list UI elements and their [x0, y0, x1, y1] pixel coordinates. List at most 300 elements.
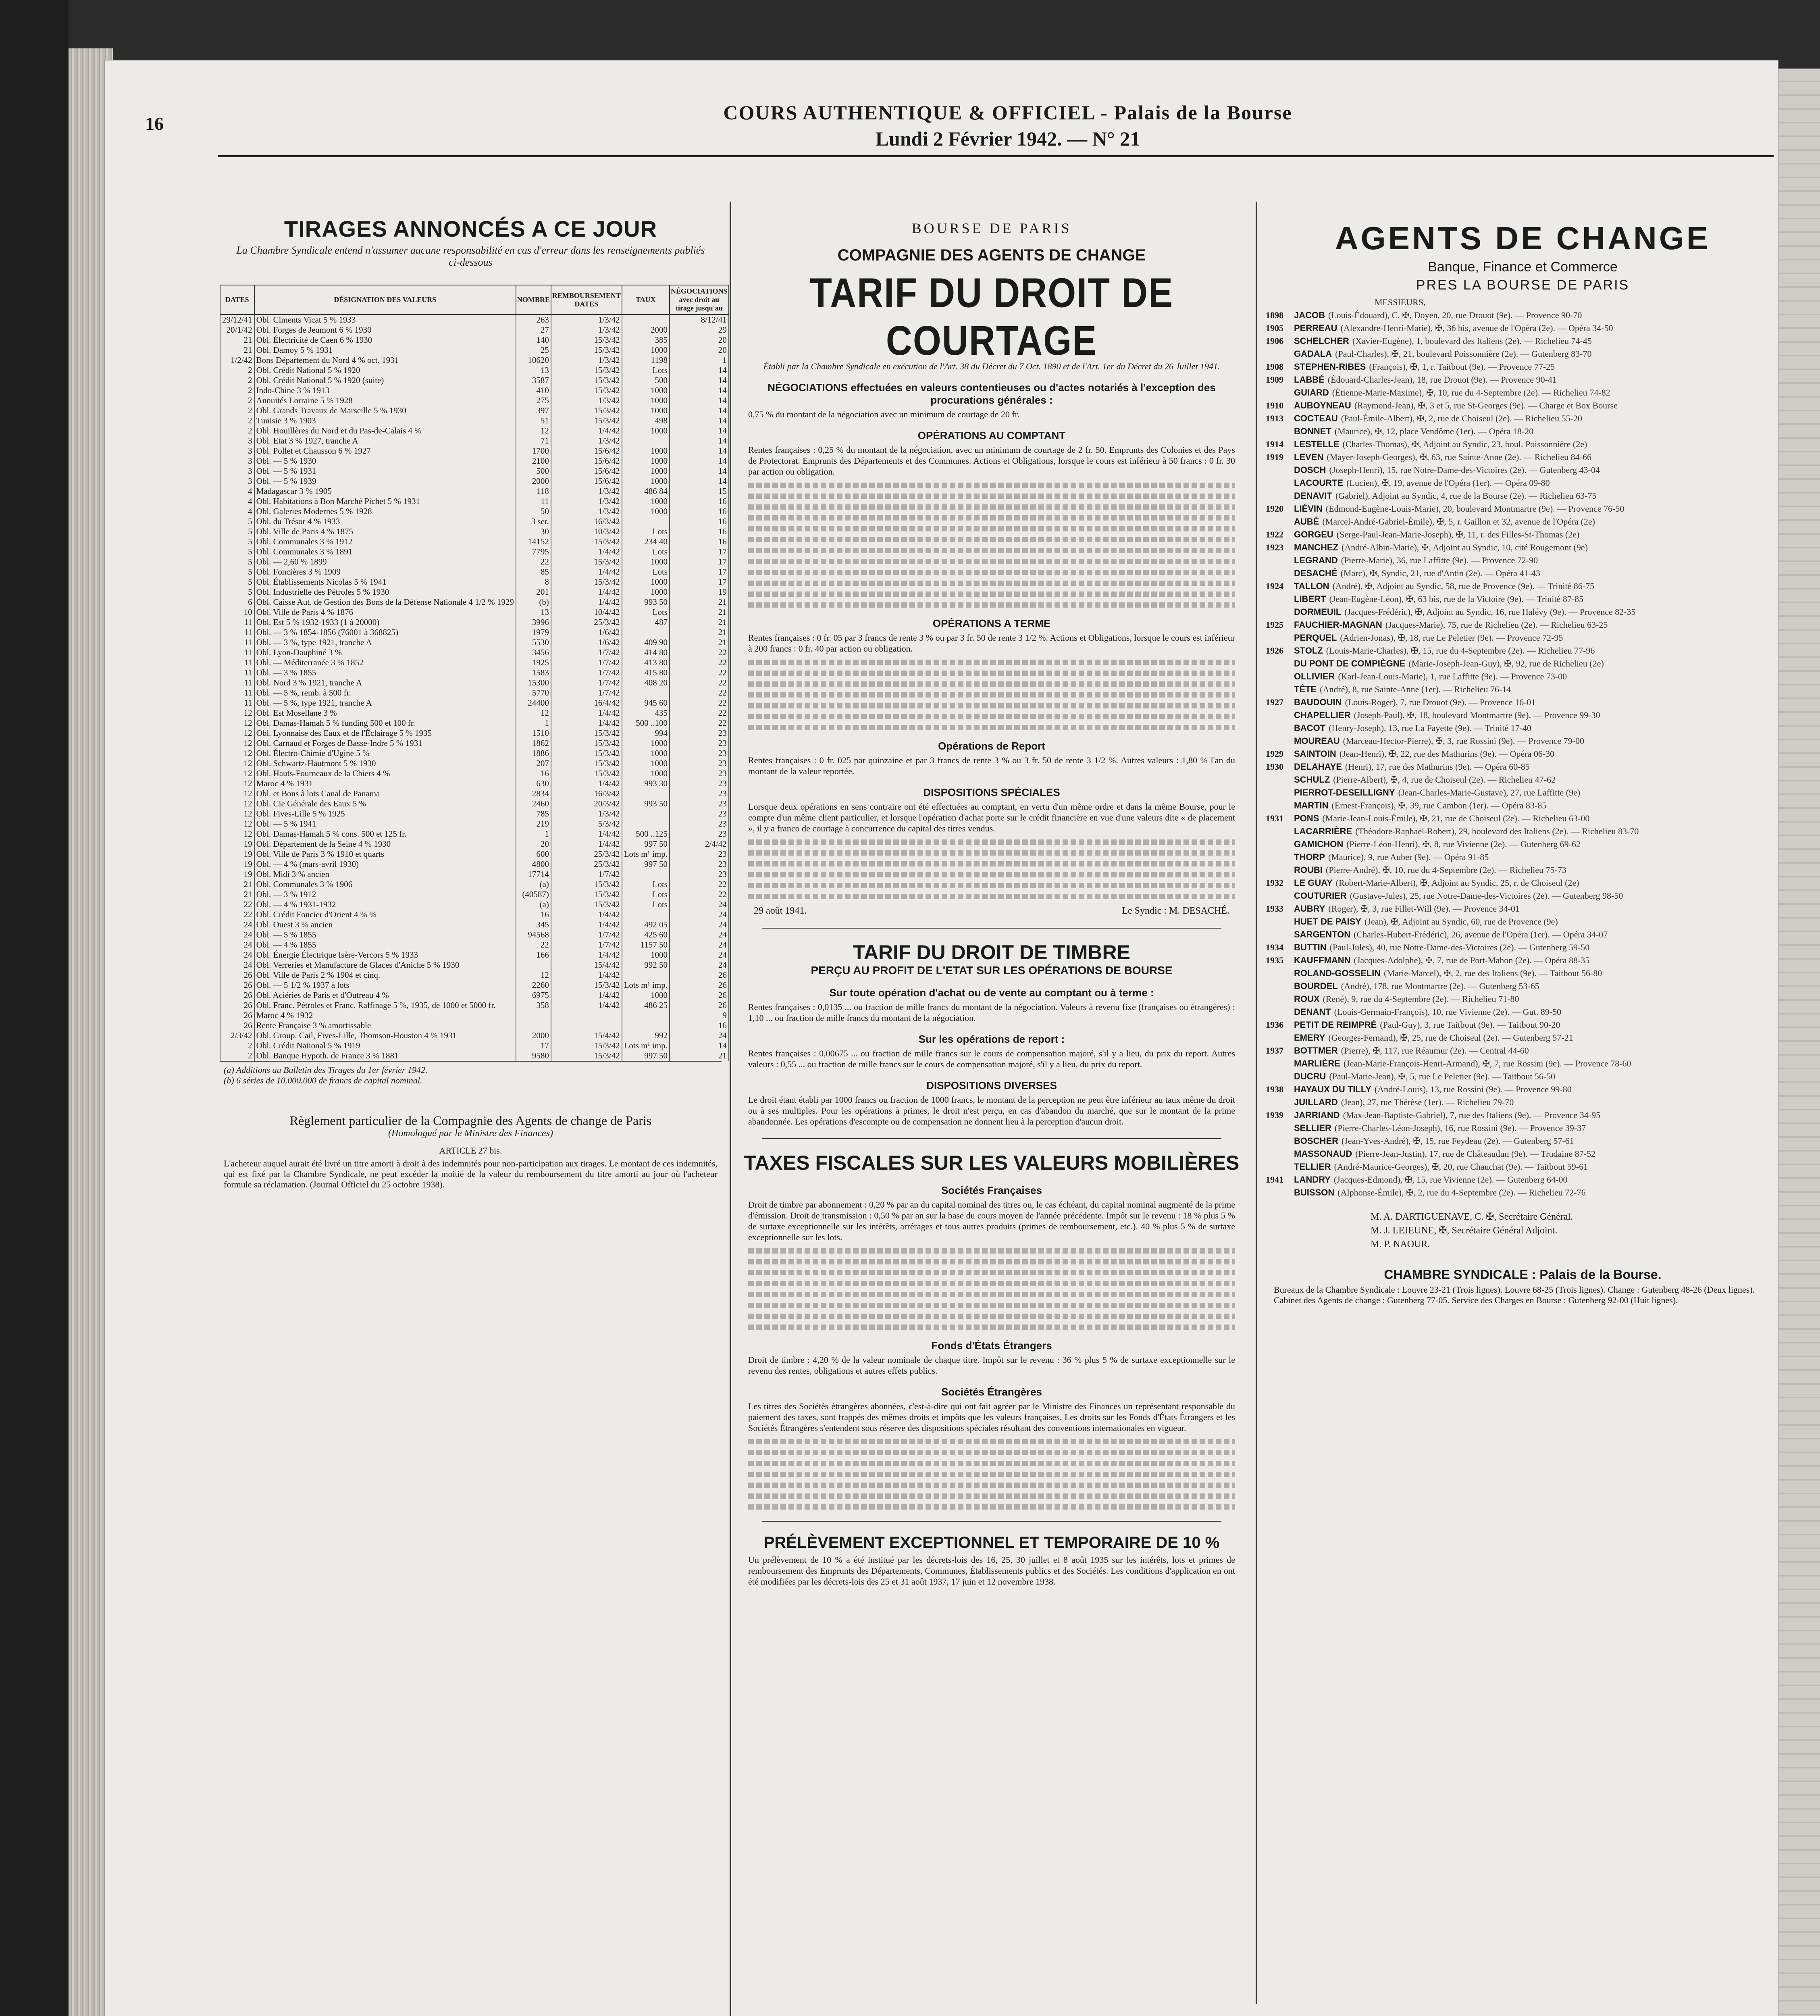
- table-cell: 4800: [516, 859, 551, 869]
- courtage-title: TARIF DU DROIT DE COURTAGE: [809, 270, 1174, 364]
- agent-entry: [1266, 323, 1780, 333]
- agent-details: (Marie-Marcel), ✠, 2, rue des Italiens (9e). — Taitbout 56-80: [1384, 968, 1602, 978]
- agent-entry: [1266, 336, 1780, 346]
- table-cell: 1/3/42: [551, 355, 622, 365]
- table-cell: 23: [670, 829, 729, 839]
- table-row: [220, 314, 729, 325]
- table-cell: 2: [220, 385, 254, 396]
- table-cell: 140: [516, 335, 551, 345]
- table-cell: Obl. Ville de Paris 4 % 1876: [254, 607, 516, 617]
- col-header: REMBOURSEMENT DATES: [551, 285, 622, 314]
- agent-body: [1294, 504, 1624, 514]
- agent-details: (Pierre-Albert), ✠, 4, rue de Choiseul (2e). — Richelieu 47-62: [1333, 775, 1556, 785]
- table-cell: 11: [220, 617, 254, 627]
- table-cell: 5/3/42: [551, 819, 622, 829]
- agent-name: SCHULZ: [1294, 775, 1330, 785]
- agent-name: TELLIER: [1294, 1162, 1331, 1172]
- table-cell: Lots m¹ imp.: [622, 1041, 670, 1051]
- table-cell: 2: [220, 426, 254, 436]
- agent-name: STEPHEN-RIBES: [1294, 362, 1366, 372]
- table-cell: 1000: [622, 426, 670, 436]
- table-cell: (40587): [516, 889, 551, 900]
- table-cell: 14: [670, 446, 729, 456]
- table-cell: 4: [220, 496, 254, 506]
- table-cell: Lots: [622, 900, 670, 910]
- agent-entry: [1266, 504, 1780, 514]
- table-cell: 14: [670, 436, 729, 446]
- table-cell: 992: [622, 1031, 670, 1041]
- masthead-date: Lundi 2 Février 1942. — N° 21: [875, 127, 1140, 150]
- agent-entry: [1266, 607, 1780, 617]
- table-cell: 1862: [516, 738, 551, 748]
- table-cell: 23: [670, 819, 729, 829]
- agent-details: (Paul-Jules), 40, rue Notre-Dame-des-Victoires (2e). — Gutenberg 59-50: [1329, 942, 1590, 952]
- table-cell: 14: [670, 375, 729, 385]
- chambre-title: CHAMBRE SYNDICALE : Palais de la Bourse.: [1384, 1267, 1662, 1282]
- table-cell: 1000: [622, 577, 670, 587]
- table-cell: Obl. Hauts-Fourneaux de la Chiers 4 %: [254, 768, 516, 779]
- table-cell: Obl. Ciments Vicat 5 % 1933: [254, 314, 516, 325]
- table-cell: 275: [516, 396, 551, 406]
- agent-name: BONNET: [1294, 426, 1331, 436]
- table-cell: 5: [220, 567, 254, 577]
- table-cell: 600: [516, 849, 551, 859]
- courtage-syndic: Le Syndic : M. DESACHÉ.: [1122, 906, 1229, 916]
- agent-entry: [1266, 839, 1780, 850]
- agent-body: [1294, 413, 1582, 424]
- agent-name: JARRIAND: [1294, 1110, 1340, 1120]
- table-cell: 20/1/42: [220, 325, 254, 335]
- table-row: [220, 768, 729, 779]
- tirages-notes: [220, 1061, 722, 1089]
- table-cell: 2: [220, 375, 254, 385]
- agent-name: BOURDEL: [1294, 981, 1338, 991]
- agent-entry: [1266, 375, 1780, 385]
- table-cell: 22: [670, 658, 729, 668]
- table-cell: 16: [670, 527, 729, 537]
- table-cell: 2: [220, 1051, 254, 1061]
- agent-entry: [1266, 968, 1780, 979]
- table-cell: 1886: [516, 748, 551, 758]
- agent-entry: [1266, 929, 1780, 940]
- col-header: DÉSIGNATION DES VALEURS: [254, 285, 516, 314]
- agent-year: 1937: [1266, 1045, 1283, 1056]
- agent-name: BUISSON: [1294, 1187, 1335, 1198]
- agent-details: (Jean-Henri), ✠, 22, rue des Mathurins (9e). — Opéra 06-30: [1339, 749, 1555, 759]
- table-cell: 2/3/42: [220, 1031, 254, 1041]
- agent-body: [1294, 1175, 1567, 1185]
- table-cell: 17: [516, 1041, 551, 1051]
- agent-entry: [1266, 529, 1780, 540]
- table-cell: Obl. Cie Générale des Eaux 5 %: [254, 799, 516, 809]
- chambre-body: Bureaux de la Chambre Syndicale : Louvre 23-21 (Trois lignes). Louvre 68-25 (Trois lignes). Change : Gutenberg 48-26 (Deux lignes). Cabinet des Agents de change : Gutenberg 77-05. Service des Charges en Bourse : Gutenberg 92-00 (Huit lignes).: [1274, 1285, 1755, 1305]
- agent-year: [1266, 684, 1294, 695]
- agent-year: 1930: [1266, 762, 1283, 772]
- table-cell: 85: [516, 567, 551, 577]
- table-cell: 994: [622, 728, 670, 738]
- agent-entry: [1266, 710, 1780, 721]
- agent-name: OLLIVIER: [1294, 671, 1335, 681]
- table-cell: Obl. Verreries et Manufacture de Glaces d'Aniche 5 % 1930: [254, 960, 516, 970]
- messieurs-label: MESSIEURS,: [1375, 297, 1426, 307]
- agent-year: 1938: [1266, 1084, 1283, 1094]
- text-lines: [748, 839, 1235, 899]
- table-row: [220, 648, 729, 658]
- agent-details: (Pierre-Léon-Henri), ✠, 8, rue Vivienne (2e). — Gutenberg 69-62: [1346, 839, 1581, 849]
- agent-name: PIERROT-DESEILLIGNY: [1294, 787, 1395, 798]
- agent-details: (André-Albin-Marie), ✠, Adjoint au Syndic, 10, cité Rougemont (9e): [1342, 542, 1588, 552]
- masthead-rule: [218, 155, 1774, 157]
- table-cell: 21: [670, 1051, 729, 1061]
- table-row: [220, 456, 729, 466]
- timbre-subtitle: PERÇU AU PROFIT DE L'ETAT SUR LES OPÉRATIONS DE BOURSE: [811, 964, 1173, 977]
- table-cell: 500 ..125: [622, 829, 670, 839]
- col-header: DATES: [220, 285, 254, 314]
- negociations-rate: 0,75 % du montant de la négociation avec un minimum de courtage de 20 fr.: [748, 409, 1020, 419]
- agent-body: [1294, 336, 1592, 346]
- table-cell: [622, 1010, 670, 1020]
- table-cell: 22: [516, 557, 551, 567]
- agent-year: [1266, 787, 1294, 798]
- table-cell: 23: [670, 869, 729, 879]
- table-cell: 15/3/42: [551, 577, 622, 587]
- agent-details: (Pierre-Marie), 36, rue Laffitte (9e). — Provence 72-90: [1341, 555, 1538, 565]
- agent-year: [1266, 1033, 1294, 1043]
- table-cell: 15/4/42: [551, 1031, 622, 1041]
- agent-name: COUTURIER: [1294, 891, 1347, 901]
- table-cell: Obl. Pollet et Chausson 6 % 1927: [254, 446, 516, 456]
- agent-entry: [1266, 1020, 1780, 1030]
- agent-entry: [1266, 723, 1780, 733]
- table-cell: 17714: [516, 869, 551, 879]
- table-cell: Obl. Industrielle des Pétroles 5 % 1930: [254, 587, 516, 597]
- table-cell: 2100: [516, 456, 551, 466]
- table-cell: 11: [220, 668, 254, 678]
- table-cell: 3: [220, 446, 254, 456]
- table-cell: 993 50: [622, 799, 670, 809]
- table-cell: 23: [670, 738, 729, 748]
- agent-year: 1913: [1266, 413, 1283, 423]
- agent-name: PERREAU: [1294, 323, 1337, 333]
- table-cell: 15/3/42: [551, 365, 622, 375]
- agent-entry: [1266, 1110, 1780, 1120]
- agent-body: [1294, 529, 1579, 540]
- table-cell: Obl. Ouest 3 % ancien: [254, 920, 516, 930]
- table-cell: 11: [220, 688, 254, 698]
- agent-entry: [1266, 362, 1780, 372]
- table-cell: 1/4/42: [551, 567, 622, 577]
- table-row: [220, 537, 729, 547]
- table-cell: 22: [670, 889, 729, 900]
- agent-entry: [1266, 568, 1780, 579]
- table-cell: 11: [516, 496, 551, 506]
- table-cell: 24: [670, 1031, 729, 1041]
- agent-entry: [1266, 865, 1780, 875]
- table-cell: 3 ser.: [516, 516, 551, 527]
- agent-year: 1908: [1266, 362, 1283, 372]
- agent-entry: [1266, 1097, 1780, 1108]
- agent-details: (Maurice), 9, rue Auber (9e). — Opéra 91-85: [1328, 852, 1489, 862]
- agent-year: 1924: [1266, 581, 1283, 591]
- agent-name: ROLAND-GOSSELIN: [1294, 968, 1381, 978]
- agent-details: (Louis-Marie-Charles), ✠, 15, rue du 4-Septembre (2e). — Richelieu 77-96: [1326, 646, 1595, 656]
- table-cell: 118: [516, 486, 551, 496]
- agent-body: [1294, 852, 1489, 862]
- table-cell: [622, 910, 670, 920]
- agent-body: [1294, 929, 1608, 940]
- table-cell: Obl. Caisse Aut. de Gestion des Bons de la Défense Nationale 4 1/2 % 1929: [254, 597, 516, 607]
- table-cell: Obl. Forges de Jeumont 6 % 1930: [254, 325, 516, 335]
- agent-body: [1294, 800, 1546, 811]
- reglement-body: L'acheteur auquel aurait été livré un titre amorti à droit à des indemnités pour non-participation aux tirages. Le montant de ces indemnités, qui est fixé par la Chambre Syndicale, ne peut excéder la moitié de la valeur du remboursement du titre amorti au jour où l'acheteur formule sa réclamation. (Journal Officiel du 25 octobre 1938).: [224, 1158, 718, 1189]
- agent-year: [1266, 981, 1294, 991]
- agent-name: LABBÉ: [1294, 375, 1325, 385]
- agent-year: [1266, 671, 1294, 682]
- table-cell: [622, 819, 670, 829]
- agent-name: PONS: [1294, 813, 1319, 823]
- table-cell: 15/3/42: [551, 980, 622, 990]
- agent-body: [1294, 762, 1530, 772]
- agent-body: [1294, 775, 1556, 785]
- table-cell: 22: [670, 688, 729, 698]
- table-cell: 14: [670, 476, 729, 486]
- agent-entry: [1266, 1175, 1780, 1185]
- agent-body: [1294, 684, 1511, 695]
- table-cell: 1979: [516, 627, 551, 637]
- table-cell: 15/6/42: [551, 446, 622, 456]
- table-cell: 11: [220, 658, 254, 668]
- table-row: [220, 486, 729, 496]
- table-cell: Obl. Banque Hypoth. de France 3 % 1881: [254, 1051, 516, 1061]
- table-cell: 15/4/42: [551, 960, 622, 970]
- agent-body: [1294, 671, 1567, 682]
- comptant-heading: OPÉRATIONS AU COMPTANT: [917, 429, 1066, 442]
- terme-heading: OPÉRATIONS A TERME: [932, 617, 1051, 629]
- table-cell: 1/3/42: [551, 486, 622, 496]
- table-cell: Obl. Houillères du Nord et du Pas-de-Calais 4 %: [254, 426, 516, 436]
- table-cell: Lots: [622, 879, 670, 889]
- separator: [762, 1521, 1221, 1522]
- table-cell: 1000: [622, 506, 670, 516]
- table-cell: 415 80: [622, 668, 670, 678]
- agent-details: (André-Maurice-Georges), ✠, 20, rue Chauchat (9e). — Taitbout 59-61: [1334, 1162, 1588, 1172]
- agent-name: AUBRY: [1294, 904, 1325, 914]
- table-cell: 12: [220, 829, 254, 839]
- table-cell: [622, 869, 670, 879]
- table-row: [220, 748, 729, 758]
- agent-body: [1294, 1020, 1560, 1030]
- agent-body: [1294, 362, 1555, 372]
- table-cell: 26: [220, 970, 254, 980]
- table-cell: 993 30: [622, 779, 670, 789]
- table-cell: 997 50: [622, 839, 670, 849]
- terme-body: Rentes françaises : 0 fr. 05 par 3 francs de rente 3 % ou par 3 fr. 50 de rente 3 1/2 %. Actions et Obligations, lorsque le cours est inférieur à 200 francs : 0 fr. 40 par action ou obligation.: [748, 633, 1235, 654]
- table-row: [220, 789, 729, 799]
- agent-entry: [1266, 852, 1780, 862]
- table-cell: Indo-Chine 3 % 1913: [254, 385, 516, 396]
- agent-entry: [1266, 878, 1780, 888]
- page-number: 16: [145, 113, 164, 134]
- table-cell: 14: [670, 1041, 729, 1051]
- table-cell: 2260: [516, 980, 551, 990]
- table-cell: Obl. — 3 % 1854-1856 (76001 à 368825): [254, 627, 516, 637]
- table-cell: 1000: [622, 950, 670, 960]
- table-cell: [622, 789, 670, 799]
- agent-name: THORP: [1294, 852, 1325, 862]
- table-cell: 25/3/42: [551, 849, 622, 859]
- table-cell: 24: [220, 930, 254, 940]
- table-cell: 15/3/42: [551, 1041, 622, 1051]
- table-cell: 21: [670, 627, 729, 637]
- agent-body: [1294, 452, 1591, 462]
- table-cell: Obl. Franc. Pétroles et Franc. Raffinage 5 %, 1935, de 1000 et 5000 fr.: [254, 1000, 516, 1010]
- official: M. P. NAOUR.: [1371, 1239, 1430, 1250]
- text-lines: [748, 660, 1235, 730]
- agent-name: LIÉVIN: [1294, 504, 1323, 514]
- agent-year: [1266, 839, 1294, 850]
- table-cell: Obl. Département de la Seine 4 % 1930: [254, 839, 516, 849]
- table-cell: Obl. Communales 3 % 1906: [254, 879, 516, 889]
- table-row: [220, 446, 729, 456]
- table-cell: 15/3/42: [551, 889, 622, 900]
- table-cell: 16: [516, 768, 551, 779]
- col-header: TAUX: [622, 285, 670, 314]
- table-cell: 1000: [622, 557, 670, 567]
- table-cell: Obl. Lyon-Dauphiné 3 %: [254, 648, 516, 658]
- agent-name: MOUREAU: [1294, 736, 1340, 746]
- table-cell: 5: [220, 516, 254, 527]
- table-cell: Obl. Énergie Électrique Isère-Vercors 5 % 1933: [254, 950, 516, 960]
- agent-year: [1266, 658, 1294, 669]
- table-cell: 1/6/42: [551, 637, 622, 648]
- table-cell: 24: [670, 910, 729, 920]
- table-cell: 3: [220, 456, 254, 466]
- table-cell: Lots: [622, 365, 670, 375]
- taxes-etr-title: Sociétés Étrangères: [941, 1386, 1042, 1398]
- table-cell: 23: [670, 789, 729, 799]
- table-cell: Obl. — 5 %, remb. à 500 fr.: [254, 688, 516, 698]
- table-cell: 19: [220, 839, 254, 849]
- agent-name: SCHELCHER: [1294, 336, 1349, 346]
- table-cell: Obl. Ville de Paris 4 % 1875: [254, 527, 516, 537]
- table-cell: 1000: [622, 345, 670, 355]
- agent-body: [1294, 916, 1558, 927]
- table-cell: 8: [516, 577, 551, 587]
- table-cell: Obl. Électro-Chimie d'Ugine 5 %: [254, 748, 516, 758]
- table-row: [220, 940, 729, 950]
- agent-year: 1898: [1266, 310, 1283, 320]
- agent-year: [1266, 491, 1294, 501]
- table-cell: 1/4/42: [551, 708, 622, 718]
- agent-details: (Pierre-Charles-Léon-Joseph), 16, rue Rossini (9e). — Provence 39-37: [1334, 1123, 1586, 1133]
- agent-name: PERQUEL: [1294, 633, 1337, 643]
- agent-body: [1294, 968, 1602, 979]
- col-header: NÉGOCIATIONS avec droit au tirage jusqu'au: [670, 285, 729, 314]
- agents-column: [1266, 204, 1780, 2016]
- table-cell: 1000: [622, 476, 670, 486]
- agent-year: [1266, 516, 1294, 527]
- table-cell: 3: [220, 466, 254, 476]
- table-cell: 23: [670, 748, 729, 758]
- table-cell: 997 50: [622, 1051, 670, 1061]
- agent-name: TÊTE: [1294, 684, 1317, 694]
- table-cell: 1/3/42: [551, 314, 622, 325]
- agent-details: (Charles-Hubert-Frédéric), 26, avenue de l'Opéra (1er). — Opéra 34-07: [1354, 929, 1608, 939]
- table-cell: 25/3/42: [551, 859, 622, 869]
- taxes-etat-title: Fonds d'États Étrangers: [931, 1339, 1052, 1352]
- table-cell: 500: [622, 375, 670, 385]
- agent-entry: [1266, 658, 1780, 669]
- agent-year: [1266, 1007, 1294, 1017]
- table-cell: Obl. — 5 1/2 % 1937 à lots: [254, 980, 516, 990]
- agent-entry: [1266, 426, 1780, 437]
- agent-body: [1294, 542, 1588, 553]
- table-cell: Obl. — 4 % (mars-avril 1930): [254, 859, 516, 869]
- agent-body: [1294, 839, 1581, 850]
- agent-body: [1294, 607, 1636, 617]
- agent-body: [1294, 387, 1610, 398]
- table-cell: 29: [670, 325, 729, 335]
- agent-details: (Gustave-Jules), 25, rue Notre-Dame-des-Victoires (2e). — Gutenberg 98-50: [1350, 891, 1623, 901]
- table-cell: 71: [516, 436, 551, 446]
- agent-entry: [1266, 1045, 1780, 1056]
- table-cell: 486 84: [622, 486, 670, 496]
- agent-year: [1266, 426, 1294, 437]
- officials: [1371, 1210, 1780, 1251]
- table-cell: 25: [516, 345, 551, 355]
- agent-year: 1932: [1266, 878, 1283, 888]
- table-cell: 94568: [516, 930, 551, 940]
- agent-year: [1266, 1162, 1294, 1172]
- agent-name: LANDRY: [1294, 1175, 1331, 1185]
- table-cell: 12: [220, 768, 254, 779]
- table-cell: 12: [516, 426, 551, 436]
- reglement-title: Règlement particulier de la Compagnie des Agents de change de Paris: [289, 1113, 652, 1128]
- agent-details: (Louis-Roger), 7, rue Drouot (9e). — Provence 16-01: [1345, 697, 1536, 707]
- column-divider: [1256, 202, 1257, 2004]
- agent-details: (Alexandre-Henri-Marie), ✠, 36 bis, avenue de l'Opéra (2e). — Opéra 34-50: [1340, 323, 1613, 333]
- agent-name: MARLIÈRE: [1294, 1058, 1340, 1068]
- agent-details: (Pierre), ✠, 117, rue Réaumur (2e). — Central 44-60: [1341, 1045, 1529, 1056]
- table-cell: 29/12/41: [220, 314, 254, 325]
- agent-details: (Paul-Marie-Jean), ✠, 5, rue Le Peletier (9e). — Taitbout 56-50: [1329, 1071, 1556, 1081]
- agent-year: 1910: [1266, 400, 1283, 410]
- table-cell: Obl. Nord 3 % 1921, tranche A: [254, 678, 516, 688]
- agent-body: [1294, 736, 1584, 746]
- table-cell: Lots m¹ imp.: [622, 980, 670, 990]
- agent-name: LACARRIÈRE: [1294, 826, 1352, 836]
- table-cell: 12: [220, 799, 254, 809]
- table-cell: 14: [670, 396, 729, 406]
- agent-entry: [1266, 787, 1780, 798]
- table-cell: 5770: [516, 688, 551, 698]
- agent-details: (Roger), ✠, 3, rue Fillet-Will (9e). — Provence 34-01: [1328, 904, 1520, 914]
- table-cell: Bons Département du Nord 4 % oct. 1931: [254, 355, 516, 365]
- agent-year: [1266, 852, 1294, 862]
- agent-details: (Jacques-Frédéric), ✠, Adjoint au Syndic, 16, rue Halévy (9e). — Provence 82-35: [1344, 607, 1636, 617]
- agent-entry: [1266, 749, 1780, 759]
- agent-name: COCTEAU: [1294, 413, 1338, 423]
- agent-year: [1266, 865, 1294, 875]
- agent-entry: [1266, 555, 1780, 566]
- table-cell: [622, 809, 670, 819]
- table-cell: 17: [670, 547, 729, 557]
- table-cell: 1/4/42: [551, 547, 622, 557]
- table-row: [220, 466, 729, 476]
- table-row: [220, 859, 729, 869]
- agent-name: GAMICHON: [1294, 839, 1344, 849]
- agent-year: 1923: [1266, 542, 1283, 552]
